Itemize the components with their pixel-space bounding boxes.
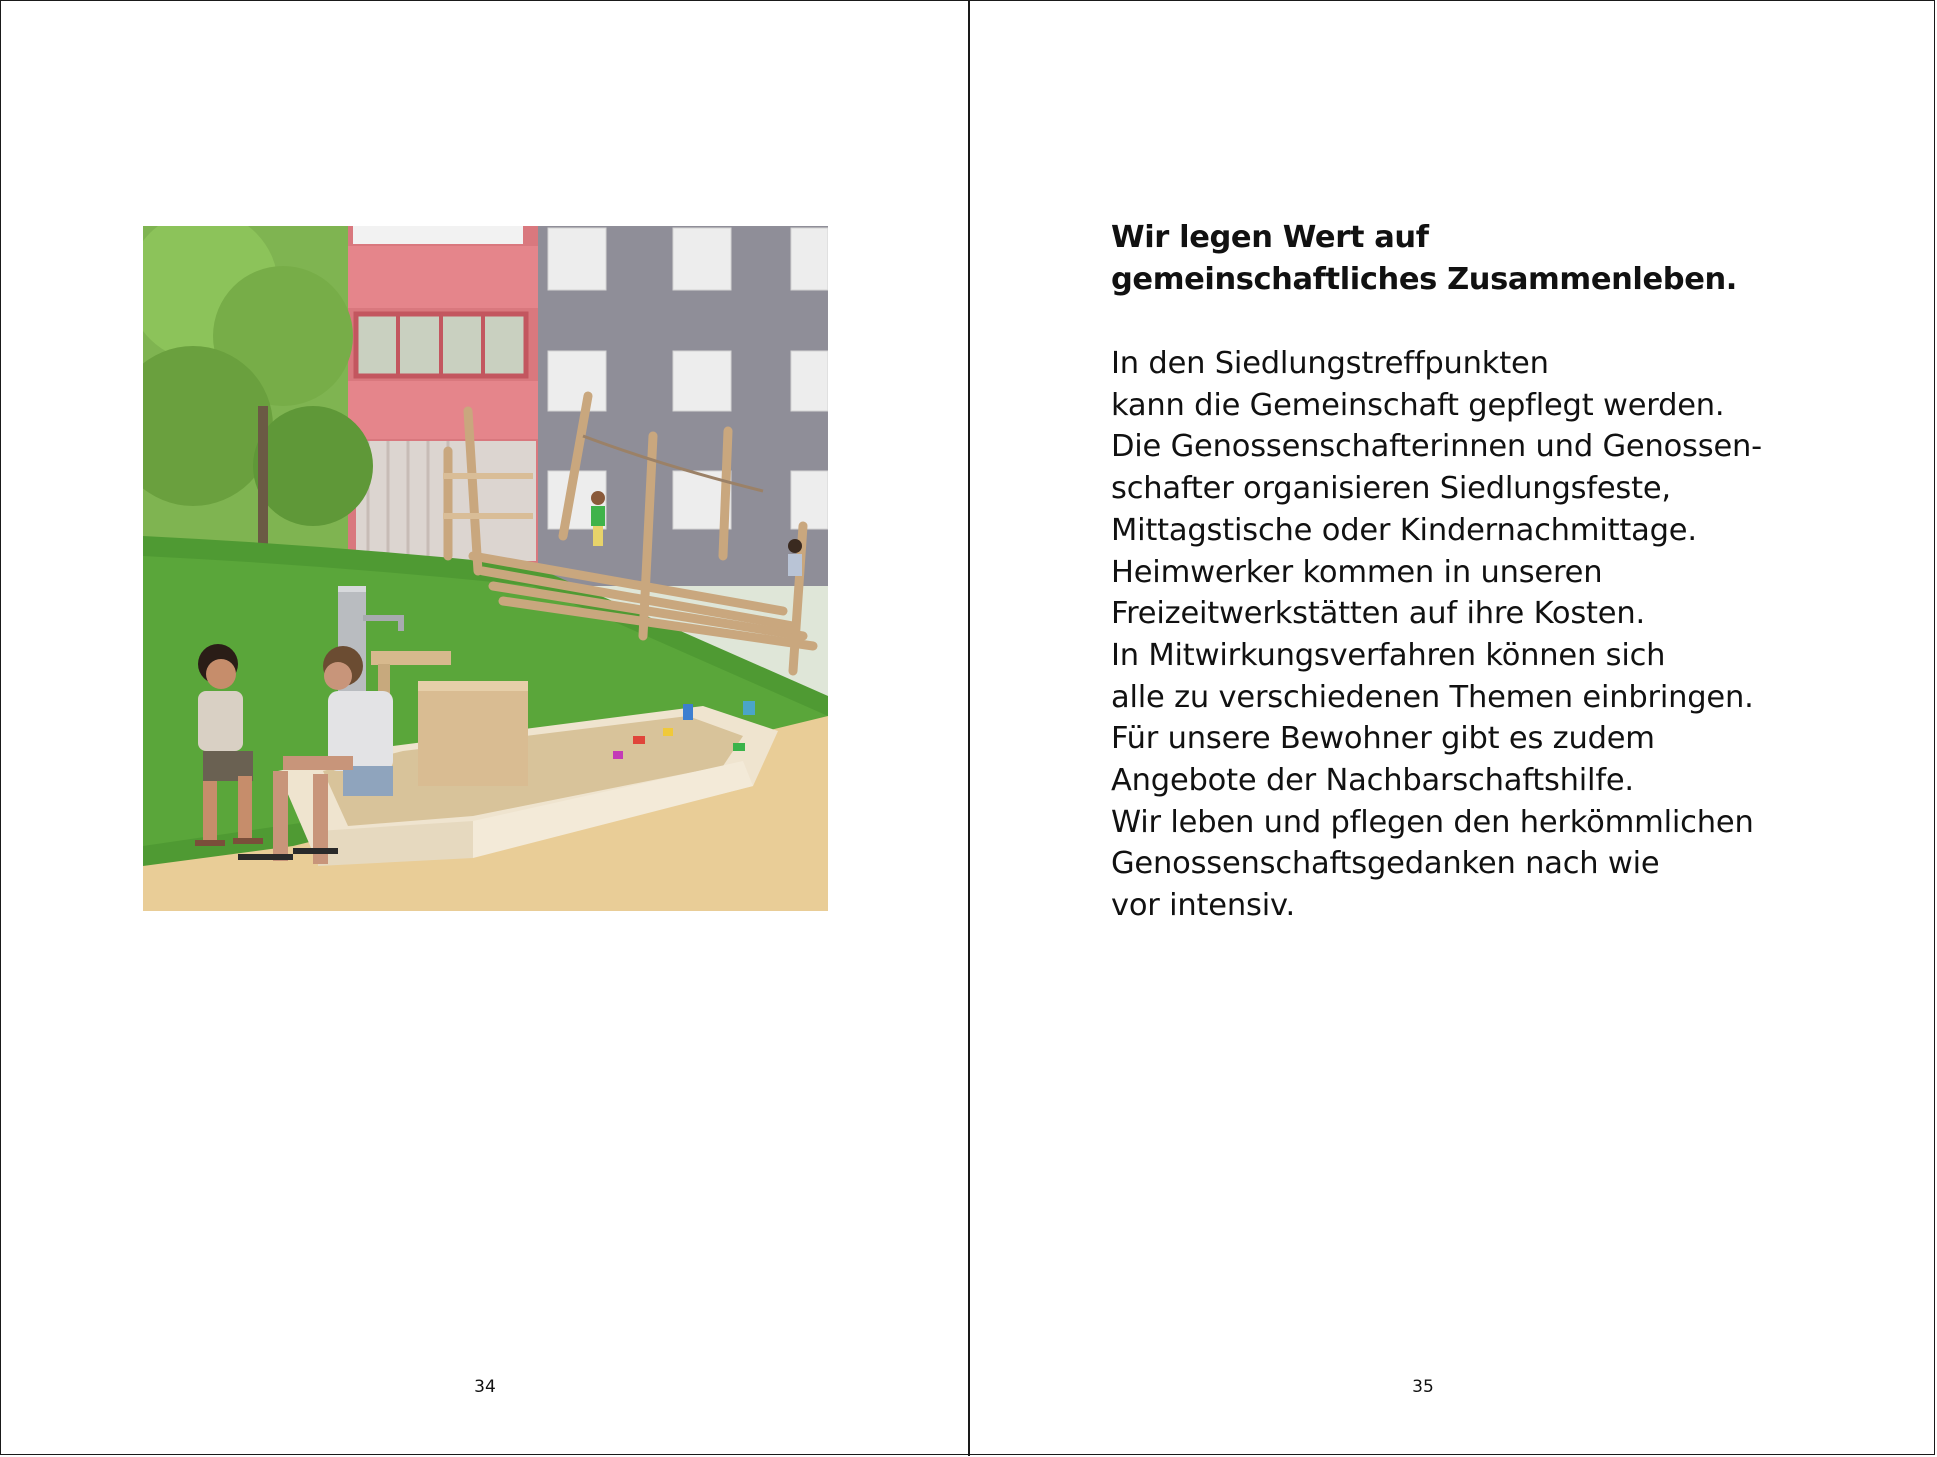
playground-photo (143, 226, 828, 911)
page-number-right: 35 (1412, 1377, 1434, 1397)
right-page (970, 1, 1936, 1456)
page-number-left: 34 (474, 1377, 496, 1397)
body-line: Freizeitwerkstätten auf ihre Kosten. (1111, 596, 1645, 632)
headline-line: gemeinschaftliches Zusammenleben. (1111, 262, 1737, 297)
body-line: In Mitwirkungsverfahren können sich (1111, 637, 1666, 673)
body-line: Wir leben und pflegen den herkömmlichen (1111, 804, 1754, 840)
left-page (1, 1, 968, 1456)
body-line: Für unsere Bewohner gibt es zudem (1111, 721, 1655, 757)
body-line: Die Genossenschafterinnen und Genossen- (1111, 429, 1762, 465)
headline-line: Wir legen Wert auf (1111, 220, 1429, 255)
headline (1111, 217, 1871, 301)
body-line: Heimwerker kommen in unseren (1111, 554, 1603, 590)
body-line: Genossenschaftsgedanken nach wie (1111, 846, 1660, 882)
body-line: vor intensiv. (1111, 888, 1295, 924)
article-text-block (1111, 217, 1871, 927)
body-line: schafter organisieren Siedlungsfeste, (1111, 471, 1671, 507)
body-line: Angebote der Nachbarschaftshilfe. (1111, 763, 1634, 799)
body-paragraph (1111, 343, 1871, 927)
body-line: alle zu verschiedenen Themen einbringen. (1111, 679, 1754, 715)
body-line: kann die Gemeinschaft gepflegt werden. (1111, 387, 1725, 423)
body-line: In den Siedlungstreffpunkten (1111, 346, 1549, 381)
body-line: Mittagstische oder Kindernachmittage. (1111, 512, 1697, 548)
